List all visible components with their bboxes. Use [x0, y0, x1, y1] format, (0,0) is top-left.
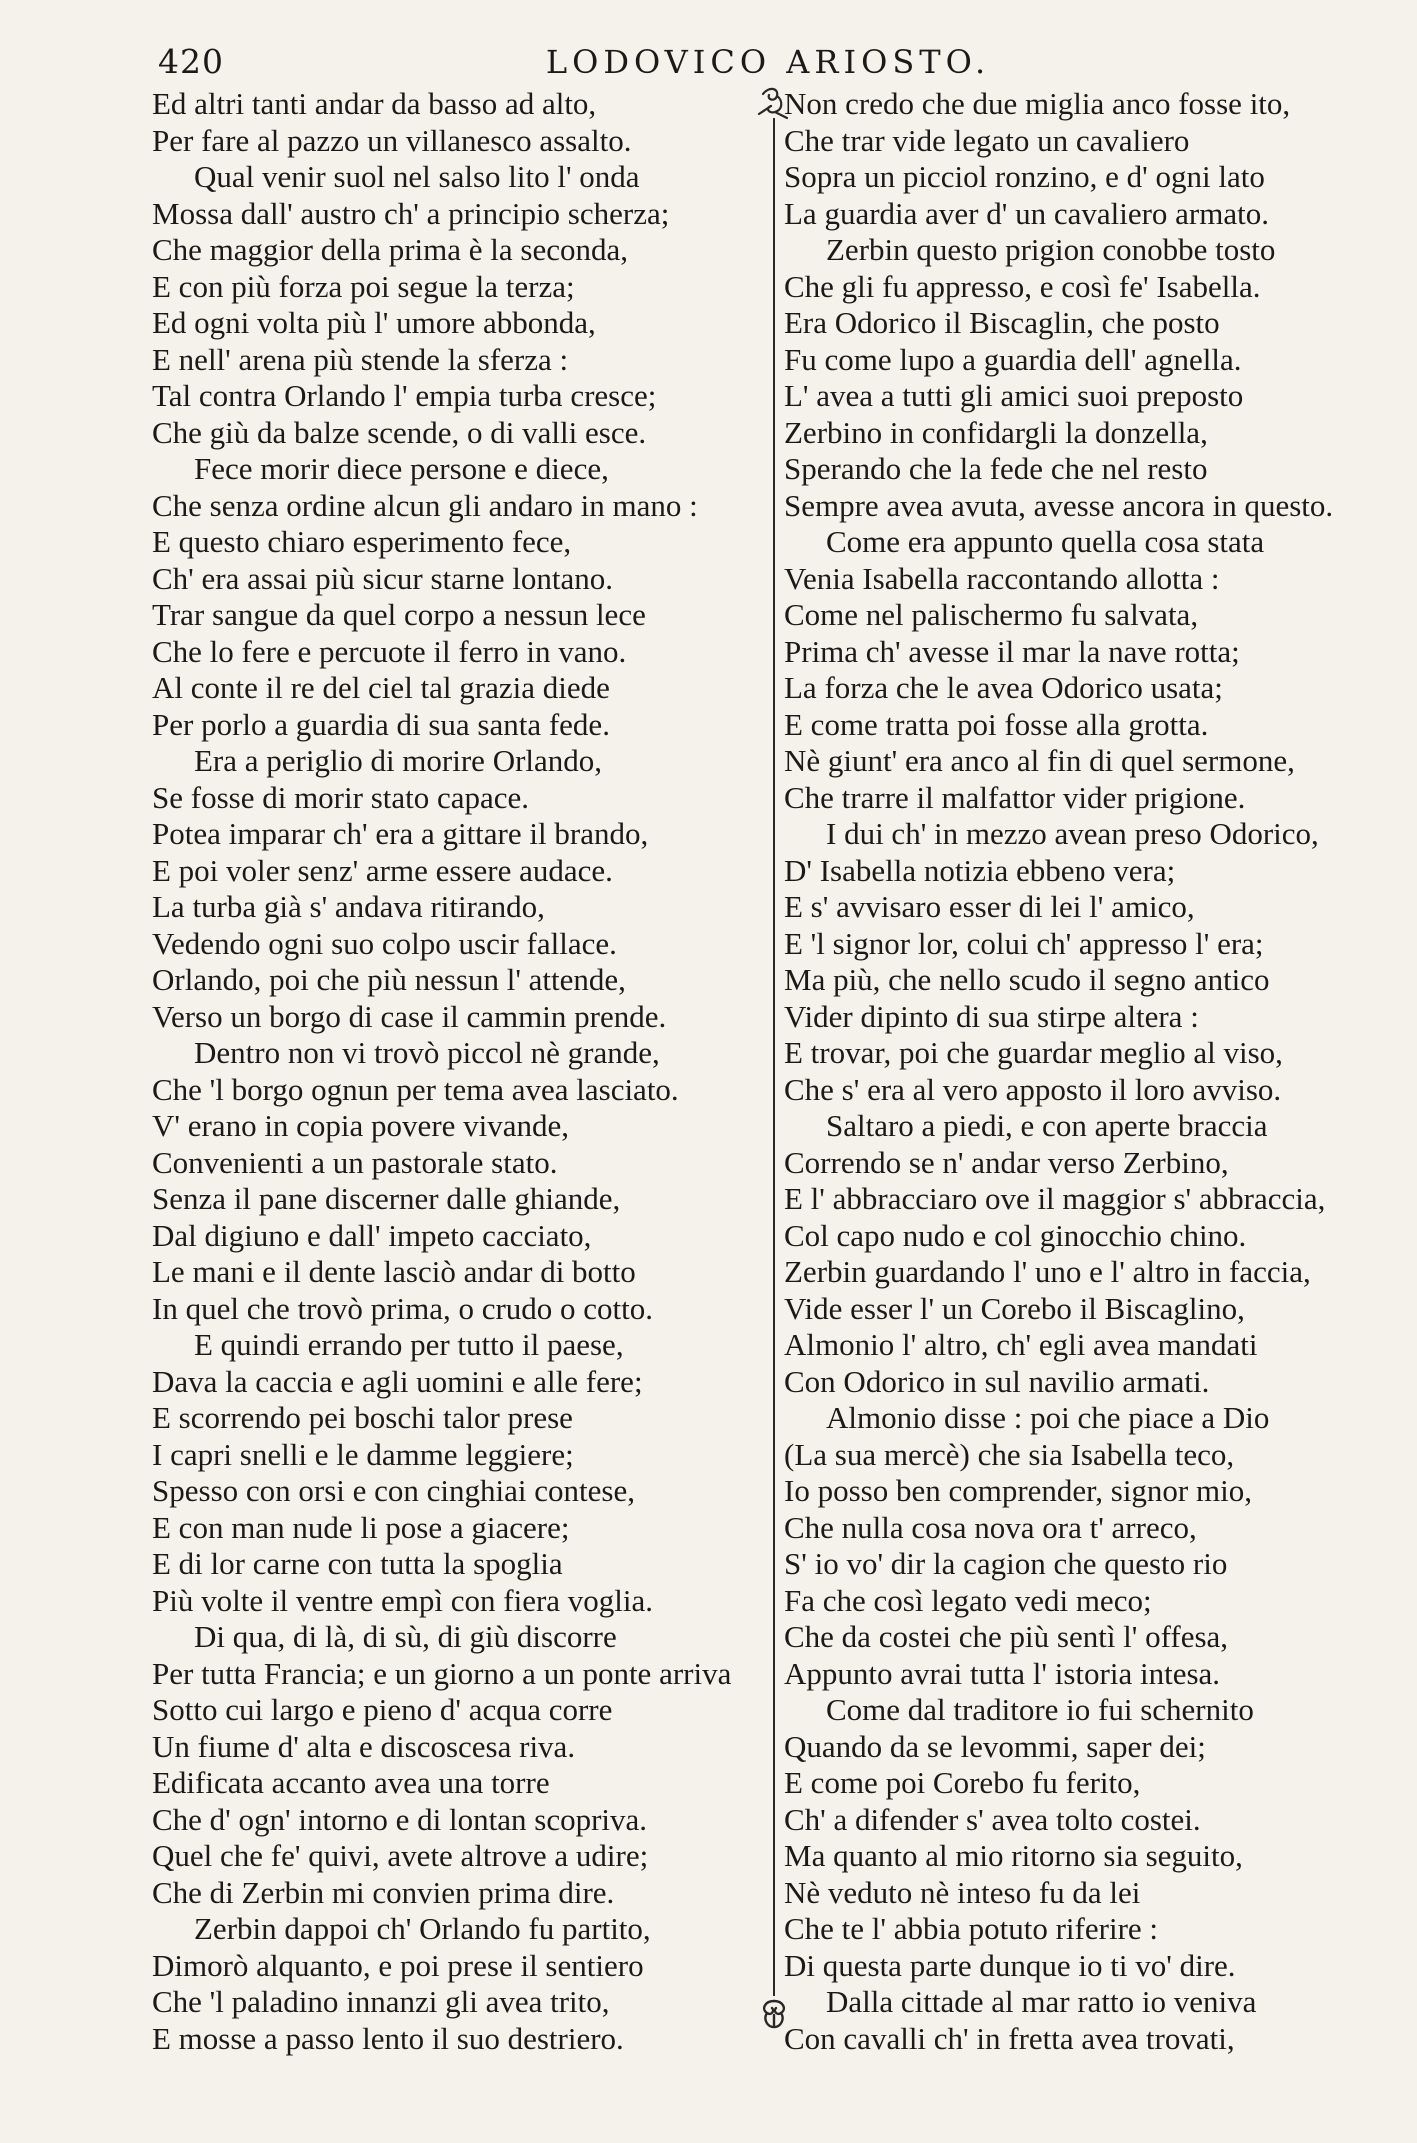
verse-line: Zerbino in confidargli la donzella,: [784, 414, 1208, 450]
verse-line: Che s' era al vero apposto il loro avviso.: [784, 1071, 1282, 1107]
verse-line: E quindi errando per tutto il paese,: [194, 1327, 624, 1362]
left-column: [152, 86, 792, 2057]
verse-line: Come nel palischermo fu salvata,: [784, 597, 1199, 632]
verse-line: Zerbin questo prigion conobbe tosto: [826, 232, 1276, 267]
verse-line: E l' abbracciaro ove il maggior s' abbraccia,: [784, 1181, 1326, 1216]
verse-line: La turba già s' andava ritirando,: [152, 889, 545, 924]
verse-line: Sopra un picciol ronzino, e d' ogni lato: [784, 159, 1265, 194]
verse-line: Che senza ordine alcun gli andaro in mano :: [152, 487, 698, 523]
verse-line: V' erano in copia povere vivande,: [152, 1108, 570, 1143]
verse-line: Dal digiuno e dall' impeto cacciato,: [152, 1217, 592, 1253]
verse-line: S' io vo' dir la cagion che questo rio: [784, 1546, 1228, 1581]
verse-line: E s' avvisaro esser di lei l' amico,: [784, 889, 1195, 924]
verse-line: Correndo se n' andar verso Zerbino,: [784, 1144, 1229, 1180]
verse-line: Tal contra Orlando l' empia turba cresce;: [152, 378, 657, 413]
verse-line: Ed ogni volta più l' umore abbonda,: [152, 305, 596, 340]
verse-line: Sotto cui largo e pieno d' acqua corre: [152, 1692, 613, 1727]
verse-line: Vedendo ogni suo colpo uscir fallace.: [152, 925, 617, 961]
page-header: [158, 40, 1378, 84]
verse-line: Qual venir suol nel salso lito l' onda: [194, 159, 640, 194]
verse-line: Più volte il ventre empì con fiera voglia.: [152, 1582, 654, 1618]
verse-line: E mosse a passo lento il suo destriero.: [152, 2020, 624, 2056]
verse-line: Di questa parte dunque io ti vo' dire.: [784, 1947, 1236, 1983]
verse-line: Un fiume d' alta e discoscesa riva.: [152, 1728, 576, 1764]
verse-line: Almonio l' altro, ch' egli avea mandati: [784, 1327, 1258, 1362]
verse-line: Sperando che la fede che nel resto: [784, 451, 1208, 486]
verse-line: Che 'l paladino innanzi gli avea trito,: [152, 1984, 610, 2019]
verse-line: Fa che così legato vedi meco;: [784, 1582, 1152, 1618]
verse-line: Trar sangue da quel corpo a nessun lece: [152, 597, 646, 632]
verse-line: Nè veduto nè inteso fu da lei: [784, 1874, 1141, 1910]
verse-line: Ed altri tanti andar da basso ad alto,: [152, 86, 597, 121]
verse-line: Per tutta Francia; e un giorno a un ponte arriva: [152, 1655, 732, 1691]
page-number: 420: [158, 42, 224, 81]
verse-line: E 'l signor lor, colui ch' appresso l' era;: [784, 925, 1264, 961]
verse-line: Che d' ogn' intorno e di lontan scopriva.: [152, 1801, 648, 1837]
verse-line: E come poi Corebo fu ferito,: [784, 1765, 1141, 1800]
verse-line: Nè giunt' era anco al fin di quel sermone,: [784, 743, 1295, 778]
verse-line: Come dal traditore io fui schernito: [826, 1692, 1254, 1727]
verse-line: D' Isabella notizia ebbeno vera;: [784, 852, 1176, 888]
verse-line: Dalla cittade al mar ratto io veniva: [826, 1984, 1257, 2019]
verse-line: E scorrendo pei boschi talor prese: [152, 1400, 573, 1435]
verse-line: E come tratta poi fosse alla grotta.: [784, 706, 1209, 742]
verse-line: Sempre avea avuta, avesse ancora in questo.: [784, 487, 1334, 523]
verse-line: E poi voler senz' arme essere audace.: [152, 852, 613, 888]
verse-line: Fece morir diece persone e diece,: [194, 451, 609, 486]
verse-line: La forza che le avea Odorico usata;: [784, 670, 1223, 705]
verse-line: I capri snelli e le damme leggiere;: [152, 1436, 574, 1472]
verse-line: Con cavalli ch' in fretta avea trovati,: [784, 2020, 1235, 2056]
verse-line: Per porlo a guardia di sua santa fede.: [152, 706, 610, 742]
verse-line: L' avea a tutti gli amici suoi preposto: [784, 378, 1244, 413]
verse-line: Verso un borgo di case il cammin prende.: [152, 998, 667, 1034]
verse-line: Era Odorico il Biscaglin, che posto: [784, 305, 1220, 340]
verse-line: Che maggior della prima è la seconda,: [152, 232, 629, 267]
verse-line: Era a periglio di morire Orlando,: [194, 743, 603, 778]
running-title: LODOVICO ARIOSTO.: [545, 43, 991, 81]
verse-line: I dui ch' in mezzo avean preso Odorico,: [826, 816, 1319, 851]
verse-line: Quando da se levommi, saper dei;: [784, 1728, 1206, 1764]
verse-line: Orlando, poi che più nessun l' attende,: [152, 962, 626, 997]
verse-line: Per fare al pazzo un villanesco assalto.: [152, 122, 632, 158]
verse-line: Ch' a difender s' avea tolto costei.: [784, 1801, 1201, 1837]
verse-line: Al conte il re del ciel tal grazia diede: [152, 670, 610, 705]
verse-line: Che lo fere e percuote il ferro in vano.: [152, 633, 627, 669]
verse-line: Saltaro a piedi, e con aperte braccia: [826, 1108, 1268, 1143]
verse-line: E con man nude li pose a giacere;: [152, 1509, 570, 1545]
column-divider: [773, 118, 775, 1996]
verse-line: Che 'l borgo ognun per tema avea lasciato.: [152, 1071, 679, 1107]
verse-line: E di lor carne con tutta la spoglia: [152, 1546, 563, 1581]
verse-line: Prima ch' avesse il mar la nave rotta;: [784, 633, 1240, 669]
verse-line: Vide esser l' un Corebo il Biscaglino,: [784, 1290, 1245, 1326]
verse-line: Mossa dall' austro ch' a principio scherza;: [152, 195, 670, 231]
verse-line: Quel che fe' quivi, avete altrove a udire;: [152, 1838, 649, 1873]
verse-line: Che da costei che più sentì l' offesa,: [784, 1619, 1229, 1654]
verse-line: Appunto avrai tutta l' istoria intesa.: [784, 1655, 1221, 1691]
verse-line: Ma più, che nello scudo il segno antico: [784, 962, 1270, 997]
verse-line: Che trar vide legato un cavaliero: [784, 122, 1190, 158]
verse-line: La guardia aver d' un cavaliero armato.: [784, 195, 1269, 231]
verse-line: Non credo che due miglia anco fosse ito,: [784, 86, 1291, 121]
verse-line: Dava la caccia e agli uomini e alle fere;: [152, 1363, 643, 1399]
verse-line: Come era appunto quella cosa stata: [826, 524, 1265, 559]
verse-line: Ma quanto al mio ritorno sia seguito,: [784, 1838, 1243, 1873]
verse-line: Zerbin dappoi ch' Orlando fu partito,: [194, 1911, 651, 1946]
verse-line: Fu come lupo a guardia dell' agnella.: [784, 341, 1242, 377]
verse-line: Spesso con orsi e con cinghiai contese,: [152, 1473, 635, 1508]
verse-line: Che giù da balze scende, o di valli esce.: [152, 414, 647, 450]
verse-line: Almonio disse : poi che piace a Dio: [826, 1400, 1270, 1435]
verse-line: E con più forza poi segue la terza;: [152, 268, 575, 304]
verse-line: Che di Zerbin mi convien prima dire.: [152, 1874, 615, 1910]
verse-line: Vider dipinto di sua stirpe altera :: [784, 998, 1199, 1034]
verse-line: Dimorò alquanto, e poi prese il sentiero: [152, 1947, 644, 1983]
verse-line: Edificata accanto avea una torre: [152, 1765, 550, 1800]
verse-line: Di qua, di là, di sù, di giù discorre: [194, 1619, 617, 1654]
right-column: [784, 86, 1417, 2057]
verse-line: Dentro non vi trovò piccol nè grande,: [194, 1035, 660, 1070]
verse-line: Col capo nudo e col ginocchio chino.: [784, 1217, 1247, 1253]
verse-line: Venia Isabella raccontando allotta :: [784, 560, 1220, 596]
verse-line: Convenienti a un pastorale stato.: [152, 1144, 558, 1180]
verse-line: In quel che trovò prima, o crudo o cotto.: [152, 1290, 654, 1326]
verse-line: Se fosse di morir stato capace.: [152, 779, 530, 815]
verse-line: Che gli fu appresso, e così fe' Isabella.: [784, 268, 1261, 304]
verse-line: E nell' arena più stende la sferza :: [152, 341, 569, 377]
verse-line: Che nulla cosa nova ora t' arreco,: [784, 1509, 1197, 1545]
verse-line: Ch' era assai più sicur starne lontano.: [152, 560, 613, 596]
verse-line: E questo chiaro esperimento fece,: [152, 524, 572, 559]
verse-line: Potea imparar ch' era a gittare il brando,: [152, 816, 649, 851]
verse-line: Che te l' abbia potuto riferire :: [784, 1911, 1159, 1946]
verse-line: Io posso ben comprender, signor mio,: [784, 1473, 1252, 1508]
verse-line: Con Odorico in sul navilio armati.: [784, 1363, 1210, 1399]
verse-line: Le mani e il dente lasciò andar di botto: [152, 1254, 636, 1289]
verse-line: Che trarre il malfattor vider prigione.: [784, 779, 1246, 815]
verse-line: E trovar, poi che guardar meglio al viso,: [784, 1035, 1283, 1070]
verse-line: Senza il pane discerner dalle ghiande,: [152, 1181, 621, 1216]
verse-line: (La sua mercè) che sia Isabella teco,: [784, 1436, 1235, 1472]
verse-line: Zerbin guardando l' uno e l' altro in faccia,: [784, 1254, 1311, 1289]
